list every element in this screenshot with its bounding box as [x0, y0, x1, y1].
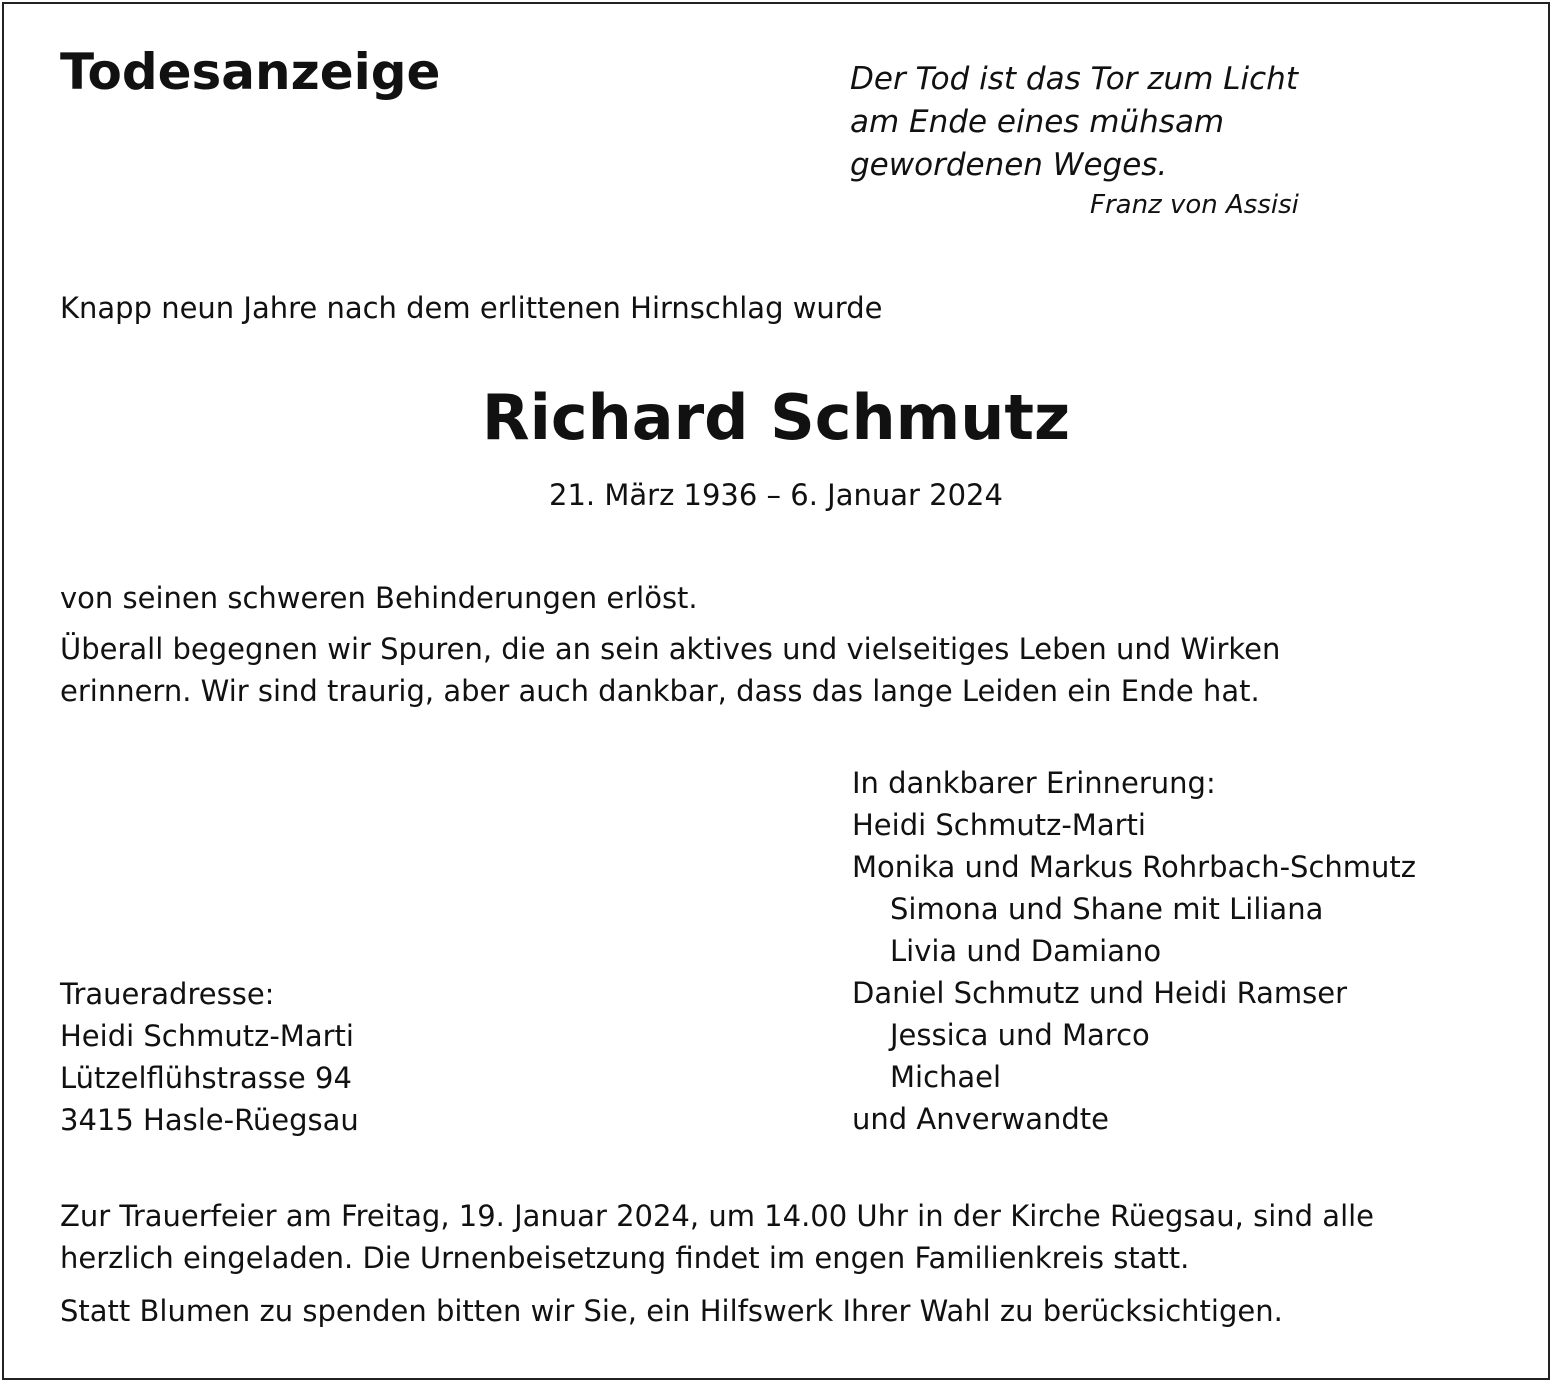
- mourners-heading: In dankbarer Erinnerung:: [852, 766, 1216, 800]
- address-label: Traueradresse:: [60, 977, 275, 1011]
- address-name: Heidi Schmutz-Marti: [60, 1019, 354, 1053]
- mourning-address: [60, 973, 359, 1141]
- paragraph-line: Überall begegnen wir Spuren, die an sein aktives und vielseitiges Leben und Wirken: [60, 632, 1281, 666]
- mourner-line: Jessica und Marco: [890, 1018, 1150, 1052]
- quote: [850, 58, 1298, 187]
- quote-line: am Ende eines mühsam: [850, 104, 1225, 140]
- address-city: 3415 Hasle-Rüegsau: [60, 1103, 359, 1137]
- mourner-line: Daniel Schmutz und Heidi Ramser: [852, 976, 1348, 1010]
- mourner-line: und Anverwandte: [852, 1102, 1110, 1136]
- life-dates: 21. März 1936 – 6. Januar 2024: [549, 478, 1003, 512]
- mourner-line: Michael: [890, 1060, 1002, 1094]
- mourner-line: Heidi Schmutz-Marti: [852, 808, 1146, 842]
- ceremony-line: herzlich eingeladen. Die Urnenbeisetzung findet im engen Familienkreis statt.: [60, 1241, 1190, 1275]
- quote-author: Franz von Assisi: [1090, 190, 1299, 220]
- flowers-note: Statt Blumen zu spenden bitten wir Sie, ein Hilfswerk Ihrer Wahl zu berücksichtigen.: [60, 1294, 1283, 1328]
- mourner-line: Monika und Markus Rohrbach-Schmutz: [852, 850, 1416, 884]
- quote-line: gewordenen Weges.: [850, 147, 1168, 183]
- ceremony-paragraph: [60, 1195, 1374, 1279]
- mourner-line: Simona und Shane mit Liliana: [890, 892, 1324, 926]
- ceremony-line: Zur Trauerfeier am Freitag, 19. Januar 2024, um 14.00 Uhr in der Kirche Rüegsau, sind alle: [60, 1199, 1375, 1233]
- notice-title: Todesanzeige: [60, 43, 441, 101]
- body-line: von seinen schweren Behinderungen erlöst.: [60, 581, 698, 615]
- body-paragraph: [60, 628, 1280, 712]
- paragraph-line: erinnern. Wir sind traurig, aber auch dankbar, dass das lange Leiden ein Ende hat.: [60, 674, 1260, 708]
- address-street: Lützelflühstrasse 94: [60, 1061, 352, 1095]
- quote-line: Der Tod ist das Tor zum Licht: [850, 61, 1298, 97]
- mourners-list: [852, 762, 1416, 1140]
- intro-text: Knapp neun Jahre nach dem erlittenen Hirnschlag wurde: [60, 291, 883, 325]
- mourner-line: Livia und Damiano: [890, 934, 1162, 968]
- deceased-name: Richard Schmutz: [481, 381, 1071, 454]
